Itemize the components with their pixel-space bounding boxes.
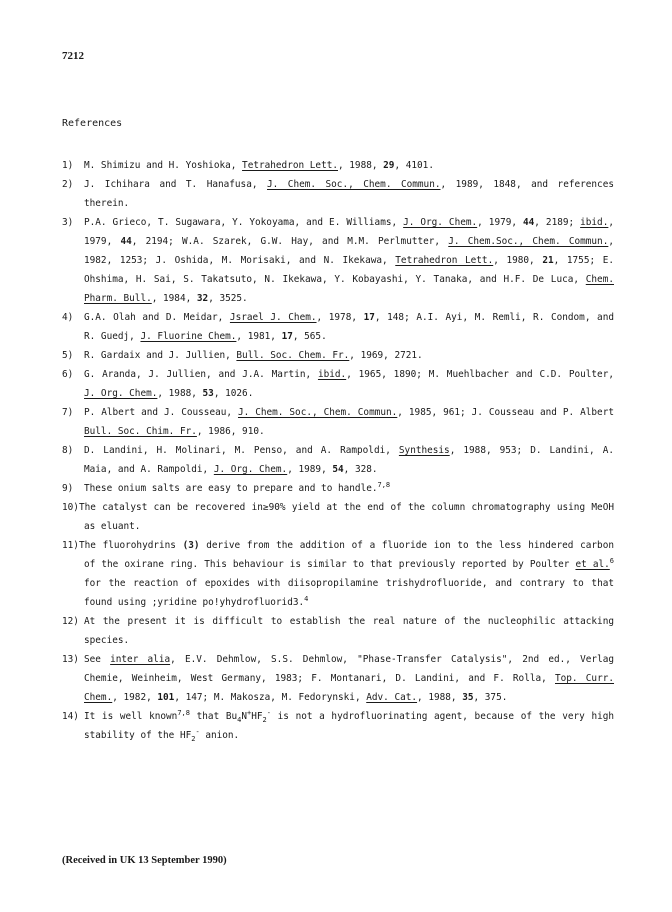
journal-title: ibid. bbox=[317, 369, 347, 380]
reference-text: , 1985, 961; J. Cousseau and P. Albert bbox=[397, 407, 614, 418]
reference-list bbox=[62, 156, 614, 745]
journal-title: Bull. Soc. Chim. Fr. bbox=[84, 426, 197, 437]
journal-title: J. Chem. Soc., Chem. Commun. bbox=[237, 407, 398, 418]
citation-superscript: 7,8 bbox=[377, 480, 391, 489]
reference-text: The fluorohydrins bbox=[78, 540, 183, 551]
reference-item bbox=[62, 536, 614, 612]
page-number: 7212 bbox=[62, 50, 84, 62]
reference-item bbox=[62, 479, 614, 498]
journal-title: Chem. Pharm. Bull. bbox=[84, 274, 614, 304]
citation-superscript: 6 bbox=[609, 556, 615, 565]
received-note: (Received in UK 13 September 1990) bbox=[62, 855, 227, 866]
reference-item bbox=[62, 650, 614, 707]
reference-number: 12) bbox=[62, 616, 79, 627]
reference-text: , 1979, bbox=[477, 217, 523, 228]
reference-number: 8) bbox=[62, 445, 74, 456]
journal-title: Synthesis bbox=[398, 445, 450, 456]
volume-number: 17 bbox=[363, 312, 375, 323]
reference-text: , 2189; bbox=[534, 217, 581, 228]
reference-item bbox=[62, 441, 614, 479]
journal-title: J. Org. Chem. bbox=[84, 388, 158, 399]
journal-title: Adv. Cat. bbox=[366, 692, 418, 703]
reference-item bbox=[62, 707, 614, 745]
reference-text: that Bu bbox=[189, 711, 238, 722]
volume-number: 35 bbox=[462, 692, 474, 703]
volume-number: 21 bbox=[542, 255, 554, 266]
reference-number: 9) bbox=[62, 483, 74, 494]
reference-number: 7) bbox=[62, 407, 74, 418]
reference-text: , E.V. Dehmlow, S.S. Dehmlow, "Phase-Transfer Catalysis", 2nd ed., Verlag Chemie, Weinheim, West Germany, 1983; F. Montanari, D. Landini, and F. Rolla, bbox=[84, 654, 614, 684]
reference-text: D. Landini, H. Molinari, M. Penso, and A. Rampoldi, bbox=[84, 445, 399, 456]
journal-title: ibid. bbox=[580, 217, 609, 228]
journal-title: Tetrahedron Lett. bbox=[242, 160, 338, 171]
reference-item bbox=[62, 156, 614, 175]
reference-text: G.A. Olah and D. Meidar, bbox=[84, 312, 230, 323]
reference-number: 14) bbox=[62, 711, 79, 722]
journal-title: Tetrahedron Lett. bbox=[395, 255, 494, 266]
reference-item bbox=[62, 213, 614, 308]
journal-title: inter alia bbox=[110, 654, 171, 665]
reference-text: See bbox=[84, 654, 111, 665]
citation-superscript: 4 bbox=[304, 594, 309, 603]
citation-superscript: 7,8 bbox=[177, 708, 190, 717]
reference-item bbox=[62, 175, 614, 213]
reference-number: 1) bbox=[62, 160, 74, 171]
reference-text: , 1979, bbox=[84, 217, 615, 247]
volume-number: 17 bbox=[281, 331, 293, 342]
reference-text: , 147; M. Makosza, M. Fedorynski, bbox=[174, 692, 367, 703]
reference-text: These onium salts are easy to prepare and to handle. bbox=[84, 483, 378, 494]
journal-title: J. Org. Chem. bbox=[403, 217, 478, 228]
reference-item bbox=[62, 365, 614, 403]
reference-text: anion. bbox=[199, 730, 240, 741]
reference-text: , 148; A.I. Ayi, M. Remli, R. Condom, and R. Guedj, bbox=[84, 312, 614, 342]
reference-text: for the reaction of epoxides with diisopropilamine trishydrofluoride, and contrary to that found using ;yridine po!yhydrofluorid3. bbox=[84, 578, 614, 608]
reference-text: , 2194; W.A. Szarek, G.W. Hay, and M.M. Perlmutter, bbox=[131, 236, 449, 247]
journal-title: J. Org. Chem. bbox=[213, 464, 288, 475]
reference-text: , 1982, bbox=[112, 692, 158, 703]
reference-text: It is well known bbox=[84, 711, 178, 722]
citation-superscript: + bbox=[247, 708, 252, 717]
reference-text: , 3525. bbox=[208, 293, 248, 304]
reference-text: derive from the addition of a fluoride ion to the less hindered carbon of the oxirane ring. This behaviour is similar to that previously reported by Poulter bbox=[84, 540, 614, 570]
volume-number: 54 bbox=[332, 464, 344, 475]
reference-number: 13) bbox=[62, 654, 79, 665]
reference-text: N bbox=[241, 711, 248, 722]
reference-item bbox=[62, 498, 614, 536]
reference-text: , 1984, bbox=[151, 293, 197, 304]
reference-text: , 1969, 2721. bbox=[349, 350, 423, 361]
reference-text: , 1988, bbox=[338, 160, 384, 171]
reference-text: HF bbox=[251, 711, 263, 722]
reference-text: , 4101. bbox=[394, 160, 434, 171]
journal-title: J. Chem. Soc., Chem. Commun. bbox=[267, 179, 441, 190]
reference-number: 2) bbox=[62, 179, 74, 190]
reference-text: M. Shimizu and H. Yoshioka, bbox=[84, 160, 243, 171]
journal-title: Bull. Soc. Chem. Fr. bbox=[236, 350, 350, 361]
reference-text: , 1980, bbox=[493, 255, 543, 266]
reference-text: P.A. Grieco, T. Sugawara, Y. Yokoyama, and E. Williams, bbox=[84, 217, 404, 228]
reference-text: , 1988, bbox=[417, 692, 463, 703]
volume-number: 101 bbox=[157, 692, 175, 703]
volume-number: 44 bbox=[523, 217, 535, 228]
reference-number: 10) bbox=[62, 502, 79, 513]
reference-text: P. Albert and J. Cousseau, bbox=[84, 407, 238, 418]
reference-text: At the present it is difficult to establish the real nature of the nucleophilic attacking species. bbox=[84, 616, 614, 646]
reference-text: , 1981, bbox=[236, 331, 282, 342]
reference-item bbox=[62, 308, 614, 346]
reference-text: , 1988, 953; D. Landini, A. Maia, and A. Rampoldi, bbox=[84, 445, 614, 475]
reference-number: 6) bbox=[62, 369, 74, 380]
reference-text: , 1986, 910. bbox=[196, 426, 265, 437]
references-heading: References bbox=[62, 118, 123, 129]
reference-text: , 1978, bbox=[316, 312, 364, 323]
reference-text: The catalyst can be recovered in≥90% yield at the end of the column chromatography using MeOH as eluant. bbox=[78, 502, 614, 532]
reference-item bbox=[62, 346, 614, 365]
reference-item bbox=[62, 612, 614, 650]
reference-text: , 328. bbox=[343, 464, 378, 475]
reference-text: , 1989, bbox=[287, 464, 333, 475]
volume-number: 53 bbox=[202, 388, 214, 399]
journal-title: Jsrael J. Chem. bbox=[229, 312, 317, 323]
volume-number: 44 bbox=[120, 236, 132, 247]
reference-text: J. Ichihara and T. Hanafusa, bbox=[84, 179, 267, 190]
subscript: 4 bbox=[237, 715, 242, 724]
reference-text: is not a hydrofluorinating agent, because of the very high stability of the HF bbox=[84, 711, 615, 741]
subscript: 2 bbox=[191, 734, 196, 743]
volume-number: (3) bbox=[182, 540, 200, 551]
journal-title: J. Fluorine Chem. bbox=[140, 331, 237, 342]
citation-superscript: - bbox=[266, 708, 271, 717]
reference-text: , 375. bbox=[473, 692, 508, 703]
citation-superscript: - bbox=[195, 727, 200, 736]
reference-number: 5) bbox=[62, 350, 74, 361]
reference-text: , 565. bbox=[292, 331, 327, 342]
reference-item bbox=[62, 403, 614, 441]
volume-number: 29 bbox=[383, 160, 395, 171]
reference-text: , 1755; E. Ohshima, H. Sai, S. Takatsuto, N. Ikekawa, Y. Kobayashi, Y. Tanaka, and H.F. De Luca, bbox=[84, 255, 615, 285]
reference-text: , 1982, 1253; J. Oshida, M. Morisaki, and N. Ikekawa, bbox=[84, 236, 614, 266]
journal-title: Top. Curr. Chem. bbox=[84, 673, 615, 703]
volume-number: 32 bbox=[196, 293, 209, 304]
reference-number: 11) bbox=[62, 540, 79, 551]
reference-text: , 1026. bbox=[213, 388, 254, 399]
reference-text: , 1965, 1890; M. Muehlbacher and C.D. Poulter, bbox=[346, 369, 614, 380]
reference-text: , 1989, 1848, and references therein. bbox=[84, 179, 614, 209]
reference-text: G. Aranda, J. Jullien, and J.A. Martin, bbox=[84, 369, 318, 380]
journal-title: et al. bbox=[575, 559, 610, 570]
journal-title: J. Chem.Soc., Chem. Commun. bbox=[448, 236, 609, 247]
reference-text: , 1988, bbox=[157, 388, 203, 399]
reference-number: 4) bbox=[62, 312, 74, 323]
reference-number: 3) bbox=[62, 217, 74, 228]
subscript: 2 bbox=[262, 715, 267, 724]
reference-text: R. Gardaix and J. Jullien, bbox=[84, 350, 237, 361]
